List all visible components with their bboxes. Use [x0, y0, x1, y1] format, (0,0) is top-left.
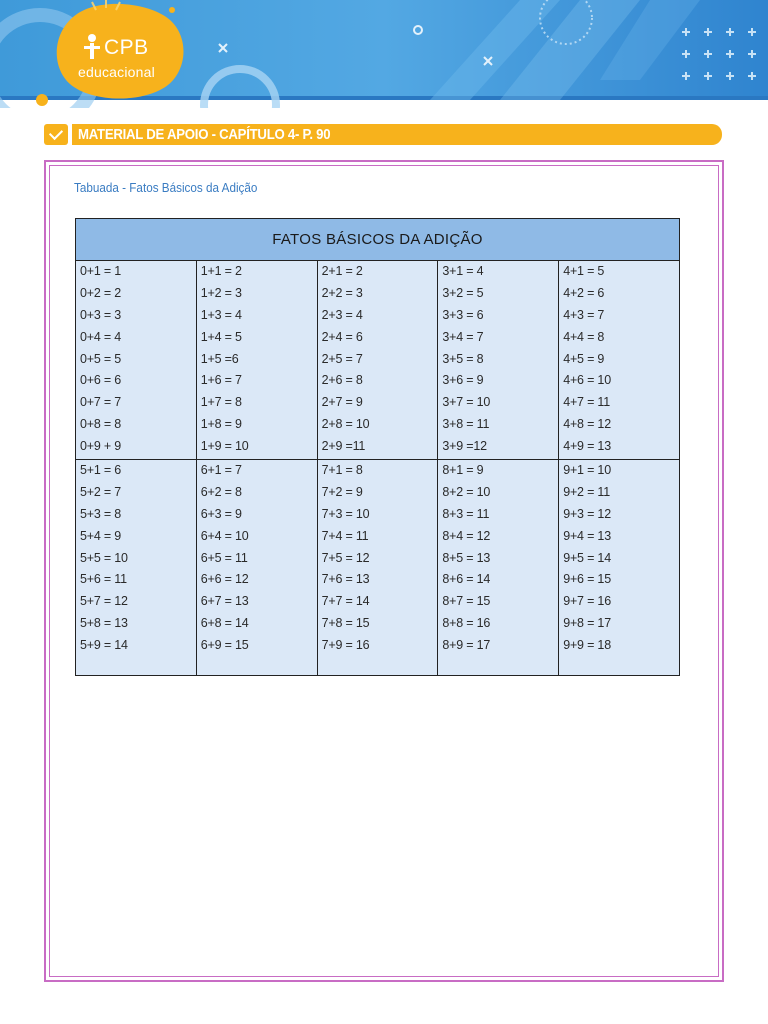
header-banner [0, 0, 768, 108]
addition-fact: 8+1 = 9 [442, 463, 484, 477]
facts-column [559, 261, 680, 460]
addition-fact: 6+2 = 8 [200, 484, 242, 499]
addition-fact: 9+2 = 11 [563, 484, 611, 499]
addition-fact: 0+4 = 4 [80, 329, 122, 344]
addition-fact: 2+9 =11 [321, 439, 366, 454]
addition-fact: 5+2 = 7 [80, 484, 122, 499]
addition-fact: 5+3 = 8 [80, 506, 122, 521]
addition-fact: 8+4 = 12 [442, 528, 491, 543]
addition-fact: 4+1 = 5 [563, 264, 605, 278]
facts-column [317, 460, 438, 676]
addition-fact: 6+5 = 11 [200, 550, 248, 565]
addition-fact: 7+8 = 15 [321, 616, 370, 631]
addition-fact: 6+1 = 7 [200, 463, 242, 477]
facts-column [438, 261, 559, 460]
addition-fact: 1+3 = 4 [200, 307, 242, 322]
addition-fact: 7+4 = 11 [321, 528, 369, 543]
addition-fact: 4+6 = 10 [563, 373, 611, 388]
addition-fact: 6+8 = 14 [200, 616, 249, 631]
addition-fact: 6+9 = 15 [200, 638, 249, 653]
addition-fact: 9+1 = 10 [563, 463, 611, 477]
addition-fact: 1+4 = 5 [200, 329, 242, 344]
addition-fact: 7+2 = 9 [321, 484, 363, 499]
facts-column [196, 460, 317, 676]
addition-fact: 9+4 = 13 [563, 528, 611, 543]
addition-fact: 2+6 = 8 [321, 373, 363, 388]
addition-fact: 7+5 = 12 [321, 550, 370, 565]
addition-fact: 5+5 = 10 [80, 550, 128, 565]
addition-fact: 2+5 = 7 [321, 351, 363, 366]
addition-fact: 1+7 = 8 [200, 395, 242, 410]
addition-fact: 9+6 = 15 [563, 572, 611, 587]
addition-fact: 6+4 = 10 [200, 528, 249, 543]
addition-fact: 1+5 =6 [200, 351, 239, 366]
addition-fact: 3+2 = 5 [442, 285, 484, 300]
addition-fact: 4+4 = 8 [563, 329, 605, 344]
addition-fact: 3+7 = 10 [442, 395, 491, 410]
table-row-block-a [76, 261, 680, 460]
addition-fact: 0+5 = 5 [80, 351, 122, 366]
facts-column [317, 261, 438, 460]
facts-column [76, 460, 197, 676]
addition-fact: 1+9 = 10 [200, 439, 249, 454]
facts-column [76, 261, 197, 460]
addition-fact: 3+1 = 4 [442, 264, 484, 278]
subtitle: Tabuada - Fatos Básicos da Adição [74, 180, 258, 195]
addition-fact: 6+3 = 9 [200, 506, 242, 521]
addition-fact: 0+3 = 3 [80, 307, 122, 322]
addition-fact: 7+9 = 16 [321, 638, 370, 653]
addition-fact: 3+9 =12 [442, 439, 487, 454]
section-title: MATERIAL DE APOIO - CAPÍTULO 4- P. 90 [78, 126, 331, 143]
addition-fact: 0+9 + 9 [80, 439, 122, 454]
logo-cpb: CPB [104, 36, 149, 59]
addition-fact: 0+7 = 7 [80, 395, 122, 410]
addition-fact: 3+8 = 11 [442, 417, 490, 432]
addition-fact: 9+3 = 12 [563, 506, 611, 521]
addition-fact: 6+6 = 12 [200, 572, 249, 587]
addition-fact: 1+1 = 2 [200, 264, 242, 278]
addition-fact: 8+9 = 17 [442, 638, 491, 653]
table-heading: FATOS BÁSICOS DA ADIÇÃO [76, 219, 680, 261]
addition-fact: 0+1 = 1 [80, 264, 122, 278]
addition-fact: 0+8 = 8 [80, 417, 122, 432]
addition-fact: 4+7 = 11 [563, 395, 611, 410]
addition-fact: 2+7 = 9 [321, 395, 363, 410]
addition-fact: 9+9 = 18 [563, 638, 611, 653]
addition-fact: 7+6 = 13 [321, 572, 370, 587]
addition-fact: 0+6 = 6 [80, 373, 122, 388]
addition-fact: 7+7 = 14 [321, 594, 370, 609]
addition-fact: 8+6 = 14 [442, 572, 491, 587]
addition-fact: 4+9 = 13 [563, 439, 611, 454]
addition-fact: 3+5 = 8 [442, 351, 484, 366]
addition-fact: 7+3 = 10 [321, 506, 370, 521]
addition-fact: 2+1 = 2 [321, 264, 363, 278]
addition-fact: 4+3 = 7 [563, 307, 605, 322]
addition-fact: 8+3 = 11 [442, 506, 490, 521]
addition-fact: 8+8 = 16 [442, 616, 491, 631]
addition-fact: 3+4 = 7 [442, 329, 484, 344]
addition-fact: 8+7 = 15 [442, 594, 491, 609]
addition-fact: 3+6 = 9 [442, 373, 484, 388]
addition-facts-table [75, 218, 680, 676]
addition-fact: 5+6 = 11 [80, 572, 127, 587]
addition-fact: 2+4 = 6 [321, 329, 363, 344]
logo-educacional: educacional [78, 64, 155, 80]
addition-fact: 8+5 = 13 [442, 550, 491, 565]
addition-fact: 4+5 = 9 [563, 351, 605, 366]
addition-fact: 5+7 = 12 [80, 594, 128, 609]
facts-column [559, 460, 680, 676]
addition-fact: 5+1 = 6 [80, 463, 122, 477]
addition-fact: 4+2 = 6 [563, 285, 605, 300]
addition-fact: 9+7 = 16 [563, 594, 611, 609]
title-strip [72, 124, 722, 145]
table-row-block-b [76, 460, 680, 676]
addition-fact: 1+8 = 9 [200, 417, 242, 432]
addition-fact: 2+2 = 3 [321, 285, 363, 300]
addition-fact: 6+7 = 13 [200, 594, 249, 609]
addition-fact: 8+2 = 10 [442, 484, 491, 499]
addition-fact: 3+3 = 6 [442, 307, 484, 322]
addition-fact: 2+8 = 10 [321, 417, 370, 432]
addition-fact: 7+1 = 8 [321, 463, 363, 477]
facts-column [196, 261, 317, 460]
addition-fact: 5+8 = 13 [80, 616, 128, 631]
facts-column [438, 460, 559, 676]
addition-fact: 1+6 = 7 [200, 373, 242, 388]
addition-fact: 9+5 = 14 [563, 550, 611, 565]
addition-fact: 2+3 = 4 [321, 307, 363, 322]
addition-fact: 5+4 = 9 [80, 528, 122, 543]
addition-fact: 0+2 = 2 [80, 285, 122, 300]
section-title-bar [44, 124, 722, 145]
addition-fact: 1+2 = 3 [200, 285, 242, 300]
addition-fact: 5+9 = 14 [80, 638, 128, 653]
addition-fact: 9+8 = 17 [563, 616, 611, 631]
check-icon [44, 124, 68, 145]
addition-fact: 4+8 = 12 [563, 417, 611, 432]
